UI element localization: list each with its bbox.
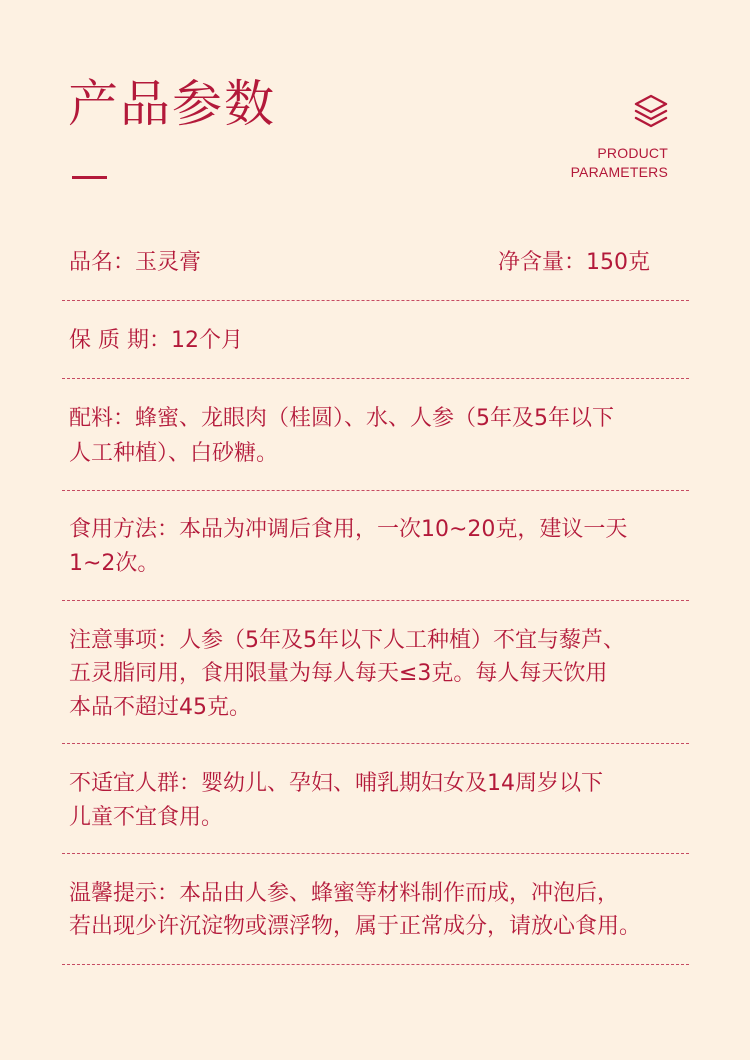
notes-line-1: 注意事项：人参（5年及5年以下人工种植）不宜与藜芦、 xyxy=(69,628,625,653)
ingredients-line-1: 配料：蜂蜜、龙眼肉（桂圆）、水、人参（5年及5年以下 xyxy=(69,406,614,431)
notes-line-2: 五灵脂同用，食用限量为每人每天≤3克。每人每天饮用 xyxy=(69,661,608,686)
tips-line-1: 温馨提示：本品由人参、蜂蜜等材料制作而成，冲泡后， xyxy=(69,881,620,906)
subtitle-line-1: PRODUCT xyxy=(597,145,668,161)
subtitle-line-2: PARAMETERS xyxy=(570,164,668,180)
shelf-life: 保 质 期：12个月 xyxy=(69,328,243,353)
usage-line-2: 1~2次。 xyxy=(69,551,160,576)
unsuitable-line-2: 儿童不宜食用。 xyxy=(69,805,224,830)
notes-line-3: 本品不超过45克。 xyxy=(69,695,251,720)
divider xyxy=(62,490,689,491)
net-content: 净含量：150克 xyxy=(498,250,650,275)
divider xyxy=(62,300,689,301)
ingredients-line-2: 人工种植）、白砂糖。 xyxy=(69,441,279,466)
product-name: 品名：玉灵膏 xyxy=(69,250,202,275)
usage-line-1: 食用方法：本品为冲调后食用，一次10~20克，建议一天 xyxy=(69,517,628,542)
tips-line-2: 若出现少许沉淀物或漂浮物，属于正常成分，请放心食用。 xyxy=(69,914,642,939)
divider xyxy=(62,853,689,854)
divider xyxy=(62,600,689,601)
english-subtitle xyxy=(571,144,668,182)
page-title: 产品参数 xyxy=(68,75,276,133)
layers-icon xyxy=(633,93,669,129)
title-underline xyxy=(72,176,107,179)
divider xyxy=(62,378,689,379)
unsuitable-line-1: 不适宜人群：婴幼儿、孕妇、哺乳期妇女及14周岁以下 xyxy=(69,771,603,796)
divider xyxy=(62,964,689,965)
divider xyxy=(62,743,689,744)
